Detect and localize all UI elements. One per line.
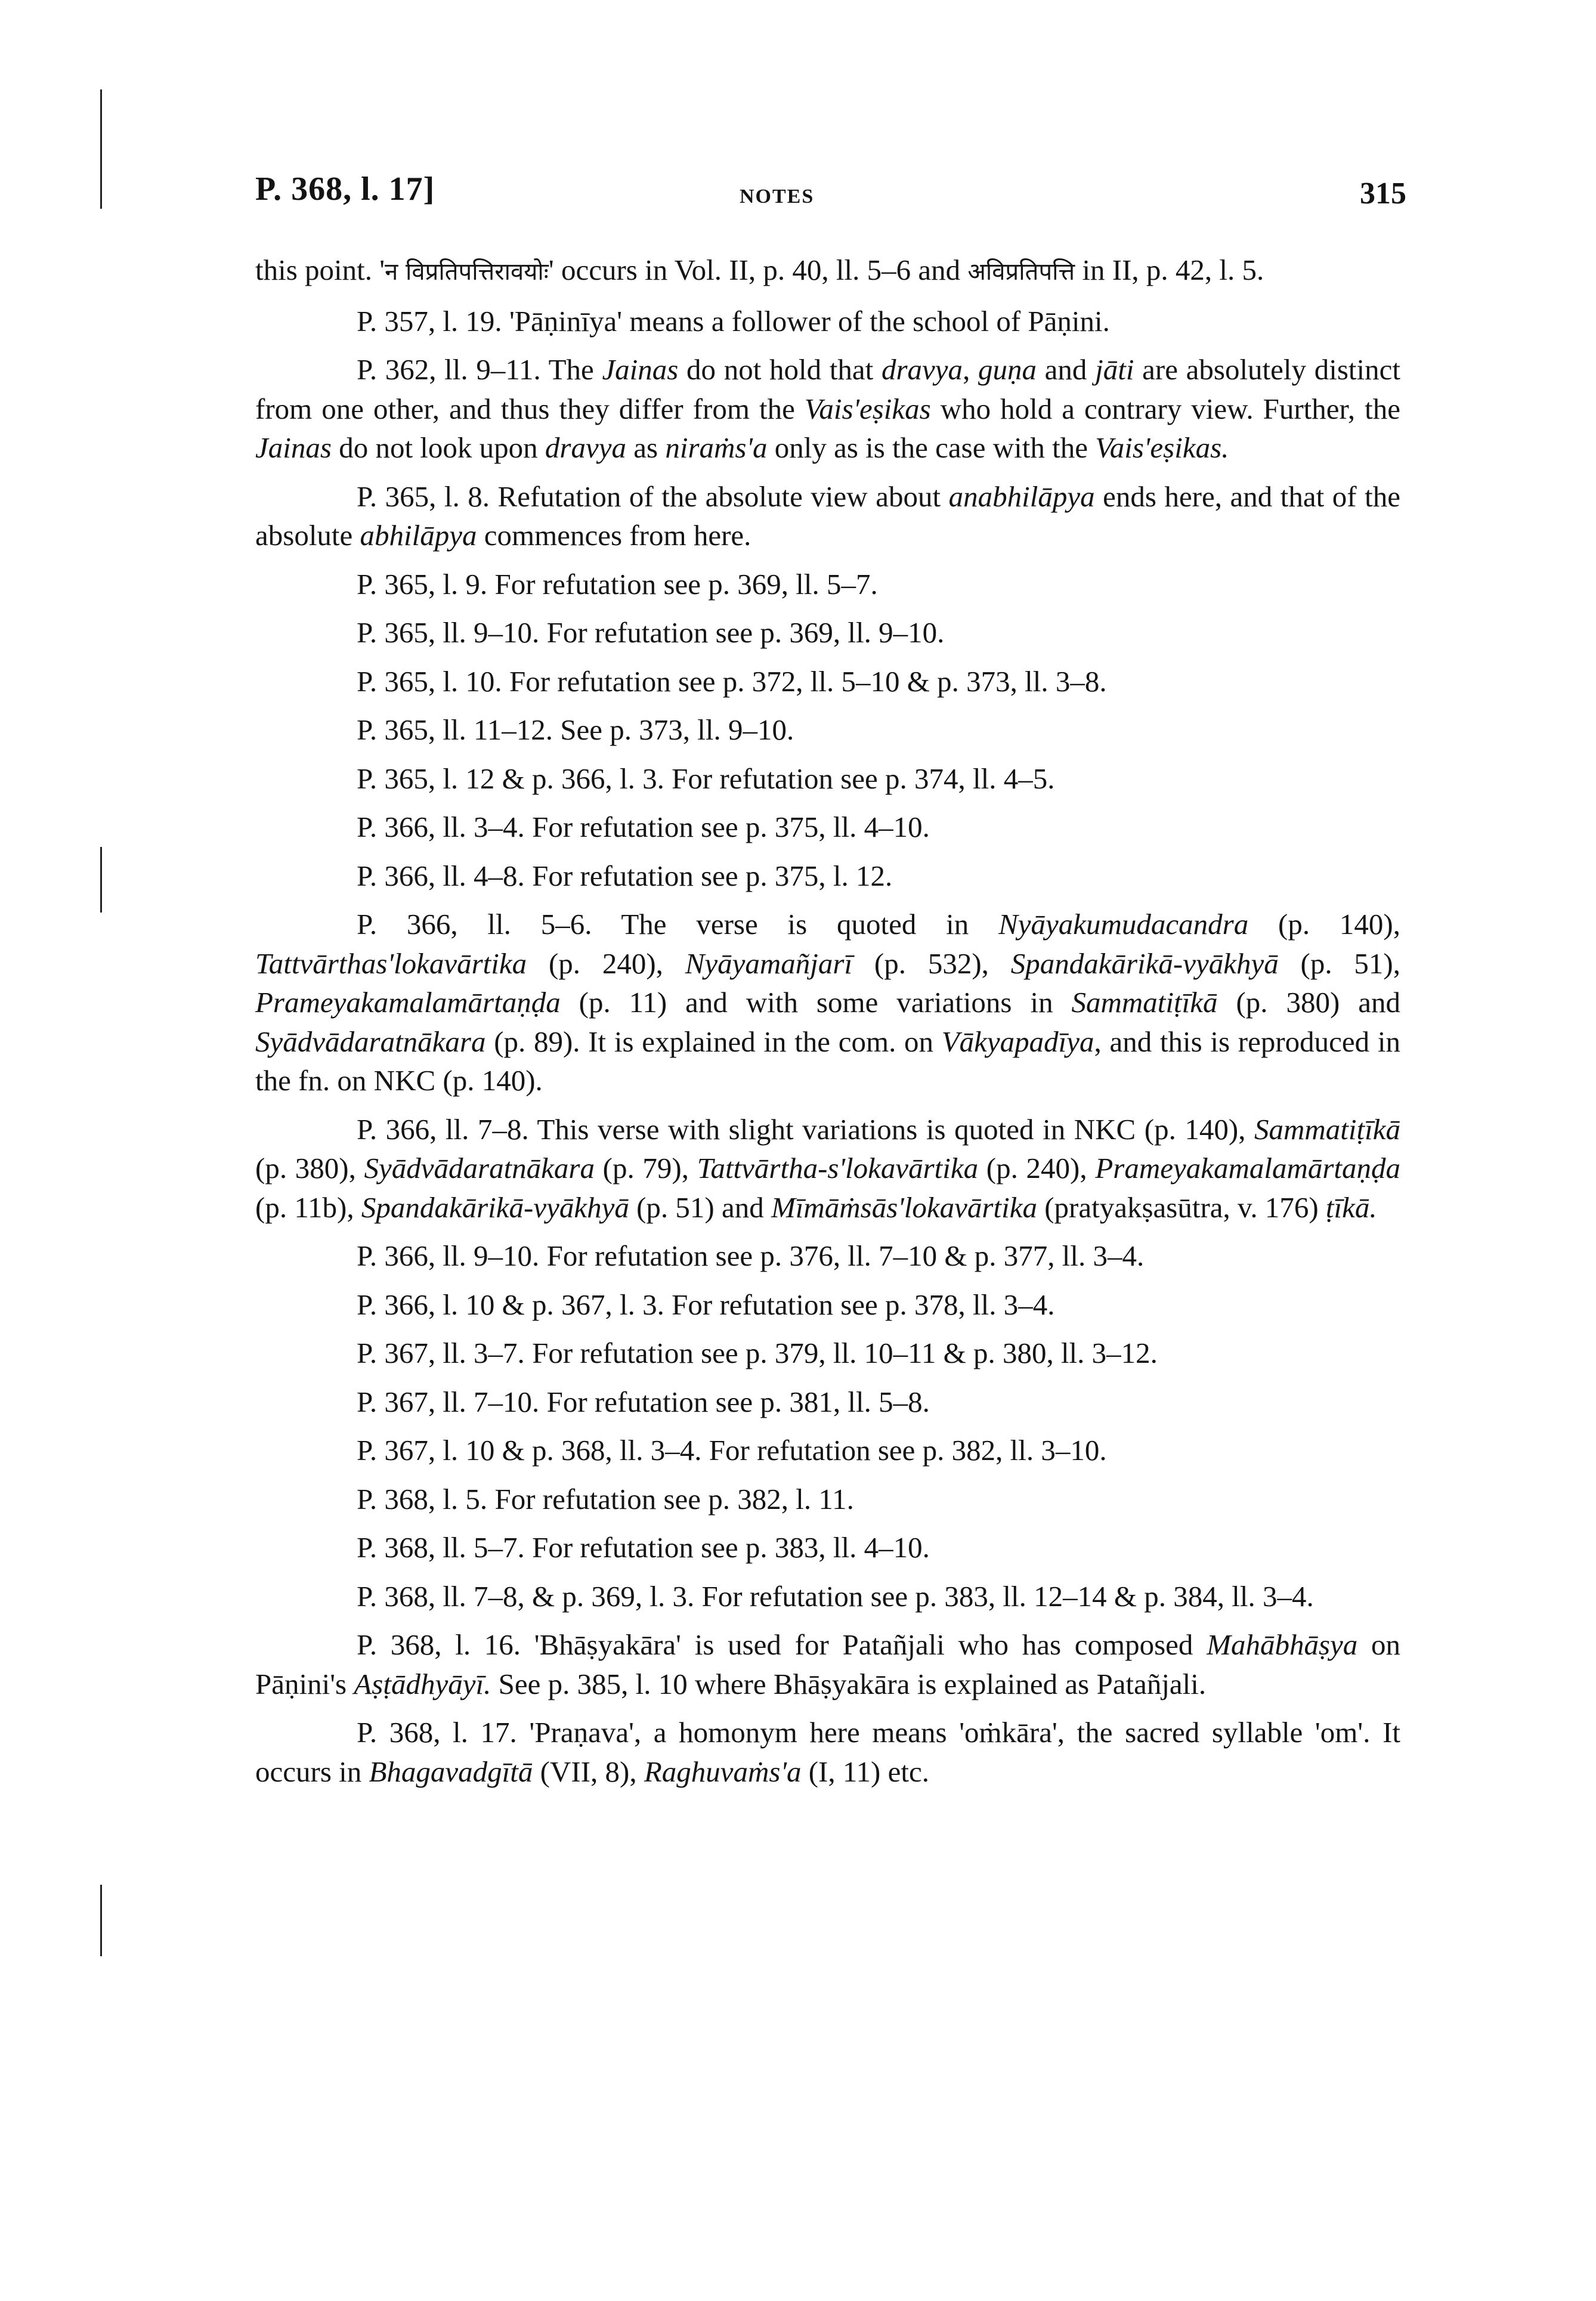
devanagari-text: अविप्रतिपत्ति xyxy=(967,258,1075,286)
note-text: ' occurs in Vol. II, p. 40, ll. 5–6 and xyxy=(548,253,968,286)
italic-term: Vākyapadīya xyxy=(941,1025,1094,1058)
page-header xyxy=(255,170,1406,230)
note-text: For refutation see p. 369, ll. 5–7. xyxy=(494,567,878,601)
note-text: 'Bhāṣyakāra' is used for Patañjali who has composed xyxy=(534,1628,1207,1661)
note-text: P. 366, l. 10 & p. 367, l. 3. xyxy=(357,1288,672,1321)
note-continuation xyxy=(255,250,1400,292)
note-text: 'Pāṇinīya' means a follower of the school of Pāṇini. xyxy=(509,304,1110,338)
note-entry xyxy=(255,350,1400,468)
note-entry xyxy=(255,1625,1400,1703)
note-entry xyxy=(255,710,1400,750)
note-text: this point. ' xyxy=(255,253,385,286)
margin-rule-top xyxy=(100,89,102,209)
note-text: commences from here. xyxy=(477,519,751,552)
note-text: P. 362, ll. 9–11. xyxy=(357,353,549,386)
note-entry xyxy=(255,1431,1400,1470)
note-text: For refutation see p. 382, ll. 3–10. xyxy=(709,1434,1107,1467)
italic-term: Sammatiṭīkā xyxy=(1254,1112,1400,1146)
note-entry xyxy=(255,905,1400,1100)
note-text: P. 366, ll. 9–10. xyxy=(357,1239,547,1272)
note-text: Refutation of the absolute view about xyxy=(497,480,949,513)
note-text: The xyxy=(548,353,602,386)
note-text: (pratyakṣasūtra, v. 176) xyxy=(1037,1190,1326,1224)
note-text: (p. 51) and xyxy=(629,1190,771,1224)
italic-term: Nyāyamañjarī xyxy=(685,947,853,980)
note-text: (p. 89). It is explained in the com. on xyxy=(485,1025,942,1058)
note-text: For refutation see p. 378, ll. 3–4. xyxy=(672,1288,1055,1321)
note-entry xyxy=(255,565,1400,604)
note-text: P. 366, ll. 4–8. xyxy=(357,859,533,892)
note-text: P. 366, ll. 3–4. xyxy=(357,811,533,843)
italic-term: Mīmāṁsās'lokavārtika xyxy=(771,1190,1037,1224)
note-text: P. 367, ll. 7–10. xyxy=(357,1385,547,1418)
note-entry xyxy=(255,1713,1400,1791)
note-text: For refutation see p. 379, ll. 10–11 & p. 380, ll. 3–12. xyxy=(532,1337,1158,1369)
note-text: For refutation see p. 383, ll. 4–10. xyxy=(532,1531,930,1564)
note-text: See p. 385, l. 10 where Bhāṣyakāra is explained as Patañjali. xyxy=(491,1667,1207,1700)
note-entry xyxy=(255,1334,1400,1373)
italic-term: Syādvādaratnākara xyxy=(364,1152,595,1184)
italic-term: dravya xyxy=(881,353,963,386)
note-text: (p. 240), xyxy=(978,1152,1096,1184)
note-entry xyxy=(255,1480,1400,1519)
note-text: For refutation see p. 372, ll. 5–10 & p. 373, ll. 3–8. xyxy=(509,664,1107,698)
note-text: For refutation see p. 375, l. 12. xyxy=(532,859,893,892)
note-text: and xyxy=(1037,353,1096,386)
note-text: For refutation see p. 369, ll. 9–10. xyxy=(546,616,945,649)
note-text: do not look upon xyxy=(331,431,545,464)
italic-term: Sammatiṭīkā xyxy=(1071,986,1218,1019)
italic-term: Bhagavadgītā xyxy=(369,1755,533,1788)
note-text: , xyxy=(963,353,978,386)
note-text: For refutation see p. 376, ll. 7–10 & p. 377, ll. 3–4. xyxy=(546,1239,1145,1272)
note-text: For refutation see p. 375, ll. 4–10. xyxy=(532,811,930,843)
note-text: as xyxy=(626,431,666,464)
note-text: For refutation see p. 374, ll. 4–5. xyxy=(672,762,1055,795)
note-text: P. 357, l. 19. xyxy=(357,304,509,338)
note-text: P. 365, l. 12 & p. 366, l. 3. xyxy=(357,762,672,795)
italic-term: Syādvādaratnākara xyxy=(255,1025,486,1058)
note-text: (p. 380) and xyxy=(1217,986,1400,1019)
note-entry xyxy=(255,477,1400,555)
note-text: The verse is quoted in xyxy=(621,908,999,941)
note-text: This verse with slight variations is quoted in NKC (p. 140), xyxy=(537,1112,1255,1146)
running-head-reference: P. 368, l. 17] xyxy=(255,171,435,208)
italic-term: Jainas xyxy=(602,353,679,386)
note-entry xyxy=(255,1528,1400,1567)
italic-term: guṇa xyxy=(978,353,1037,386)
note-text: P. 367, l. 10 & p. 368, ll. 3–4. xyxy=(357,1434,709,1467)
italic-term: ṭīkā. xyxy=(1325,1190,1377,1224)
italic-term: Vais'eṣikas xyxy=(804,392,931,425)
note-text: (p. 51), xyxy=(1278,947,1400,980)
note-text: See p. 373, ll. 9–10. xyxy=(560,713,794,746)
note-text: P. 366, ll. 5–6. xyxy=(357,908,621,941)
note-text: (p. 11) and with some variations in xyxy=(560,986,1072,1019)
italic-term: Prameyakamalamārtaṇḍa xyxy=(255,986,561,1019)
note-text: (VII, 8), xyxy=(533,1755,644,1788)
page-number: 315 xyxy=(1360,177,1406,211)
italic-term: dravya xyxy=(545,431,626,464)
note-entry xyxy=(255,302,1400,341)
note-text: P. 365, ll. 11–12. xyxy=(357,713,561,746)
italic-term: Spandakārikā-vyākhyā xyxy=(1010,947,1279,980)
note-entry xyxy=(255,808,1400,847)
note-text: (p. 380), xyxy=(255,1152,364,1184)
note-text: are absolutely distinct from one other, and thus they differ from the xyxy=(255,353,1400,425)
note-entry xyxy=(255,856,1400,896)
italic-term: Spandakārikā-vyākhyā xyxy=(361,1190,629,1224)
note-text: P. 365, l. 8. xyxy=(357,480,498,513)
italic-term: Prameyakamalamārtaṇḍa xyxy=(1095,1152,1401,1184)
note-text: P. 367, ll. 3–7. xyxy=(357,1337,533,1369)
margin-rule-lower xyxy=(100,1885,102,1956)
note-text: P. 368, ll. 5–7. xyxy=(357,1531,533,1564)
italic-term: jāti xyxy=(1095,353,1134,386)
note-text: (p. 240), xyxy=(527,947,685,980)
italic-term: abhilāpya xyxy=(360,519,477,552)
italic-term: Mahābhāṣya xyxy=(1207,1628,1358,1661)
devanagari-text: न विप्रतिपत्तिरावयोः xyxy=(385,258,549,286)
italic-term: Nyāyakumudacandra xyxy=(998,908,1249,941)
italic-term: Jainas xyxy=(255,431,332,464)
note-text: P. 368, l. 5. xyxy=(357,1482,495,1516)
italic-term: Raghuvaṁs'a xyxy=(644,1755,802,1788)
note-entry xyxy=(255,613,1400,652)
italic-term: Aṣṭādhyāyī. xyxy=(354,1667,491,1700)
note-text: (p. 532), xyxy=(852,947,1011,980)
note-text: only as is the case with the xyxy=(767,431,1096,464)
note-text: (p. 11b), xyxy=(255,1190,361,1224)
margin-rule-middle xyxy=(100,847,102,913)
note-text: in II, p. 42, l. 5. xyxy=(1075,253,1264,286)
note-text: ends here, and that of the absolute xyxy=(255,480,1400,552)
note-entry xyxy=(255,1236,1400,1276)
note-entry xyxy=(255,759,1400,799)
note-entry xyxy=(255,1383,1400,1422)
italic-term: niraṁs'a xyxy=(665,431,768,464)
note-text: (p. 79), xyxy=(595,1152,697,1184)
note-text: For refutation see p. 381, ll. 5–8. xyxy=(546,1385,930,1418)
note-entry xyxy=(255,1110,1400,1227)
italic-term: Tattvārtha-s'lokavārtika xyxy=(697,1152,979,1184)
note-entry xyxy=(255,1577,1400,1616)
note-text: (I, 11) etc. xyxy=(801,1755,929,1788)
note-text: P. 366, ll. 7–8. xyxy=(357,1112,537,1146)
running-head-title: NOTES xyxy=(740,185,815,208)
note-text: (p. 140), xyxy=(1248,908,1400,941)
note-text: P. 365, ll. 9–10. xyxy=(357,616,547,649)
italic-term: Tattvārthas'lokavārtika xyxy=(255,947,527,980)
note-text: P. 368, l. 17. xyxy=(357,1716,530,1749)
note-text: , and this is reproduced in the fn. on NKC (p. 140). xyxy=(255,1025,1400,1097)
note-text: For refutation see p. 382, l. 11. xyxy=(494,1482,854,1516)
note-text: For refutation see p. 383, ll. 12–14 & p. 384, ll. 3–4. xyxy=(701,1579,1314,1613)
note-text: do not hold that xyxy=(678,353,881,386)
note-text: who hold a contrary view. Further, the xyxy=(930,392,1400,425)
note-text: 'Praṇava', a homonym here means 'oṁkāra', the sacred syllable 'om'. It occurs in xyxy=(255,1716,1400,1788)
note-text: P. 368, ll. 7–8, & p. 369, l. 3. xyxy=(357,1579,702,1613)
note-text: P. 368, l. 16. xyxy=(357,1628,534,1661)
note-entry xyxy=(255,1285,1400,1325)
note-entry xyxy=(255,662,1400,701)
note-text: P. 365, l. 9. xyxy=(357,567,495,601)
note-text: P. 365, l. 10. xyxy=(357,664,509,698)
italic-term: Vais'eṣikas. xyxy=(1095,431,1229,464)
notes-body xyxy=(255,250,1400,1801)
italic-term: anabhilāpya xyxy=(948,480,1095,513)
note-text: on Pāṇini's xyxy=(255,1628,1401,1700)
